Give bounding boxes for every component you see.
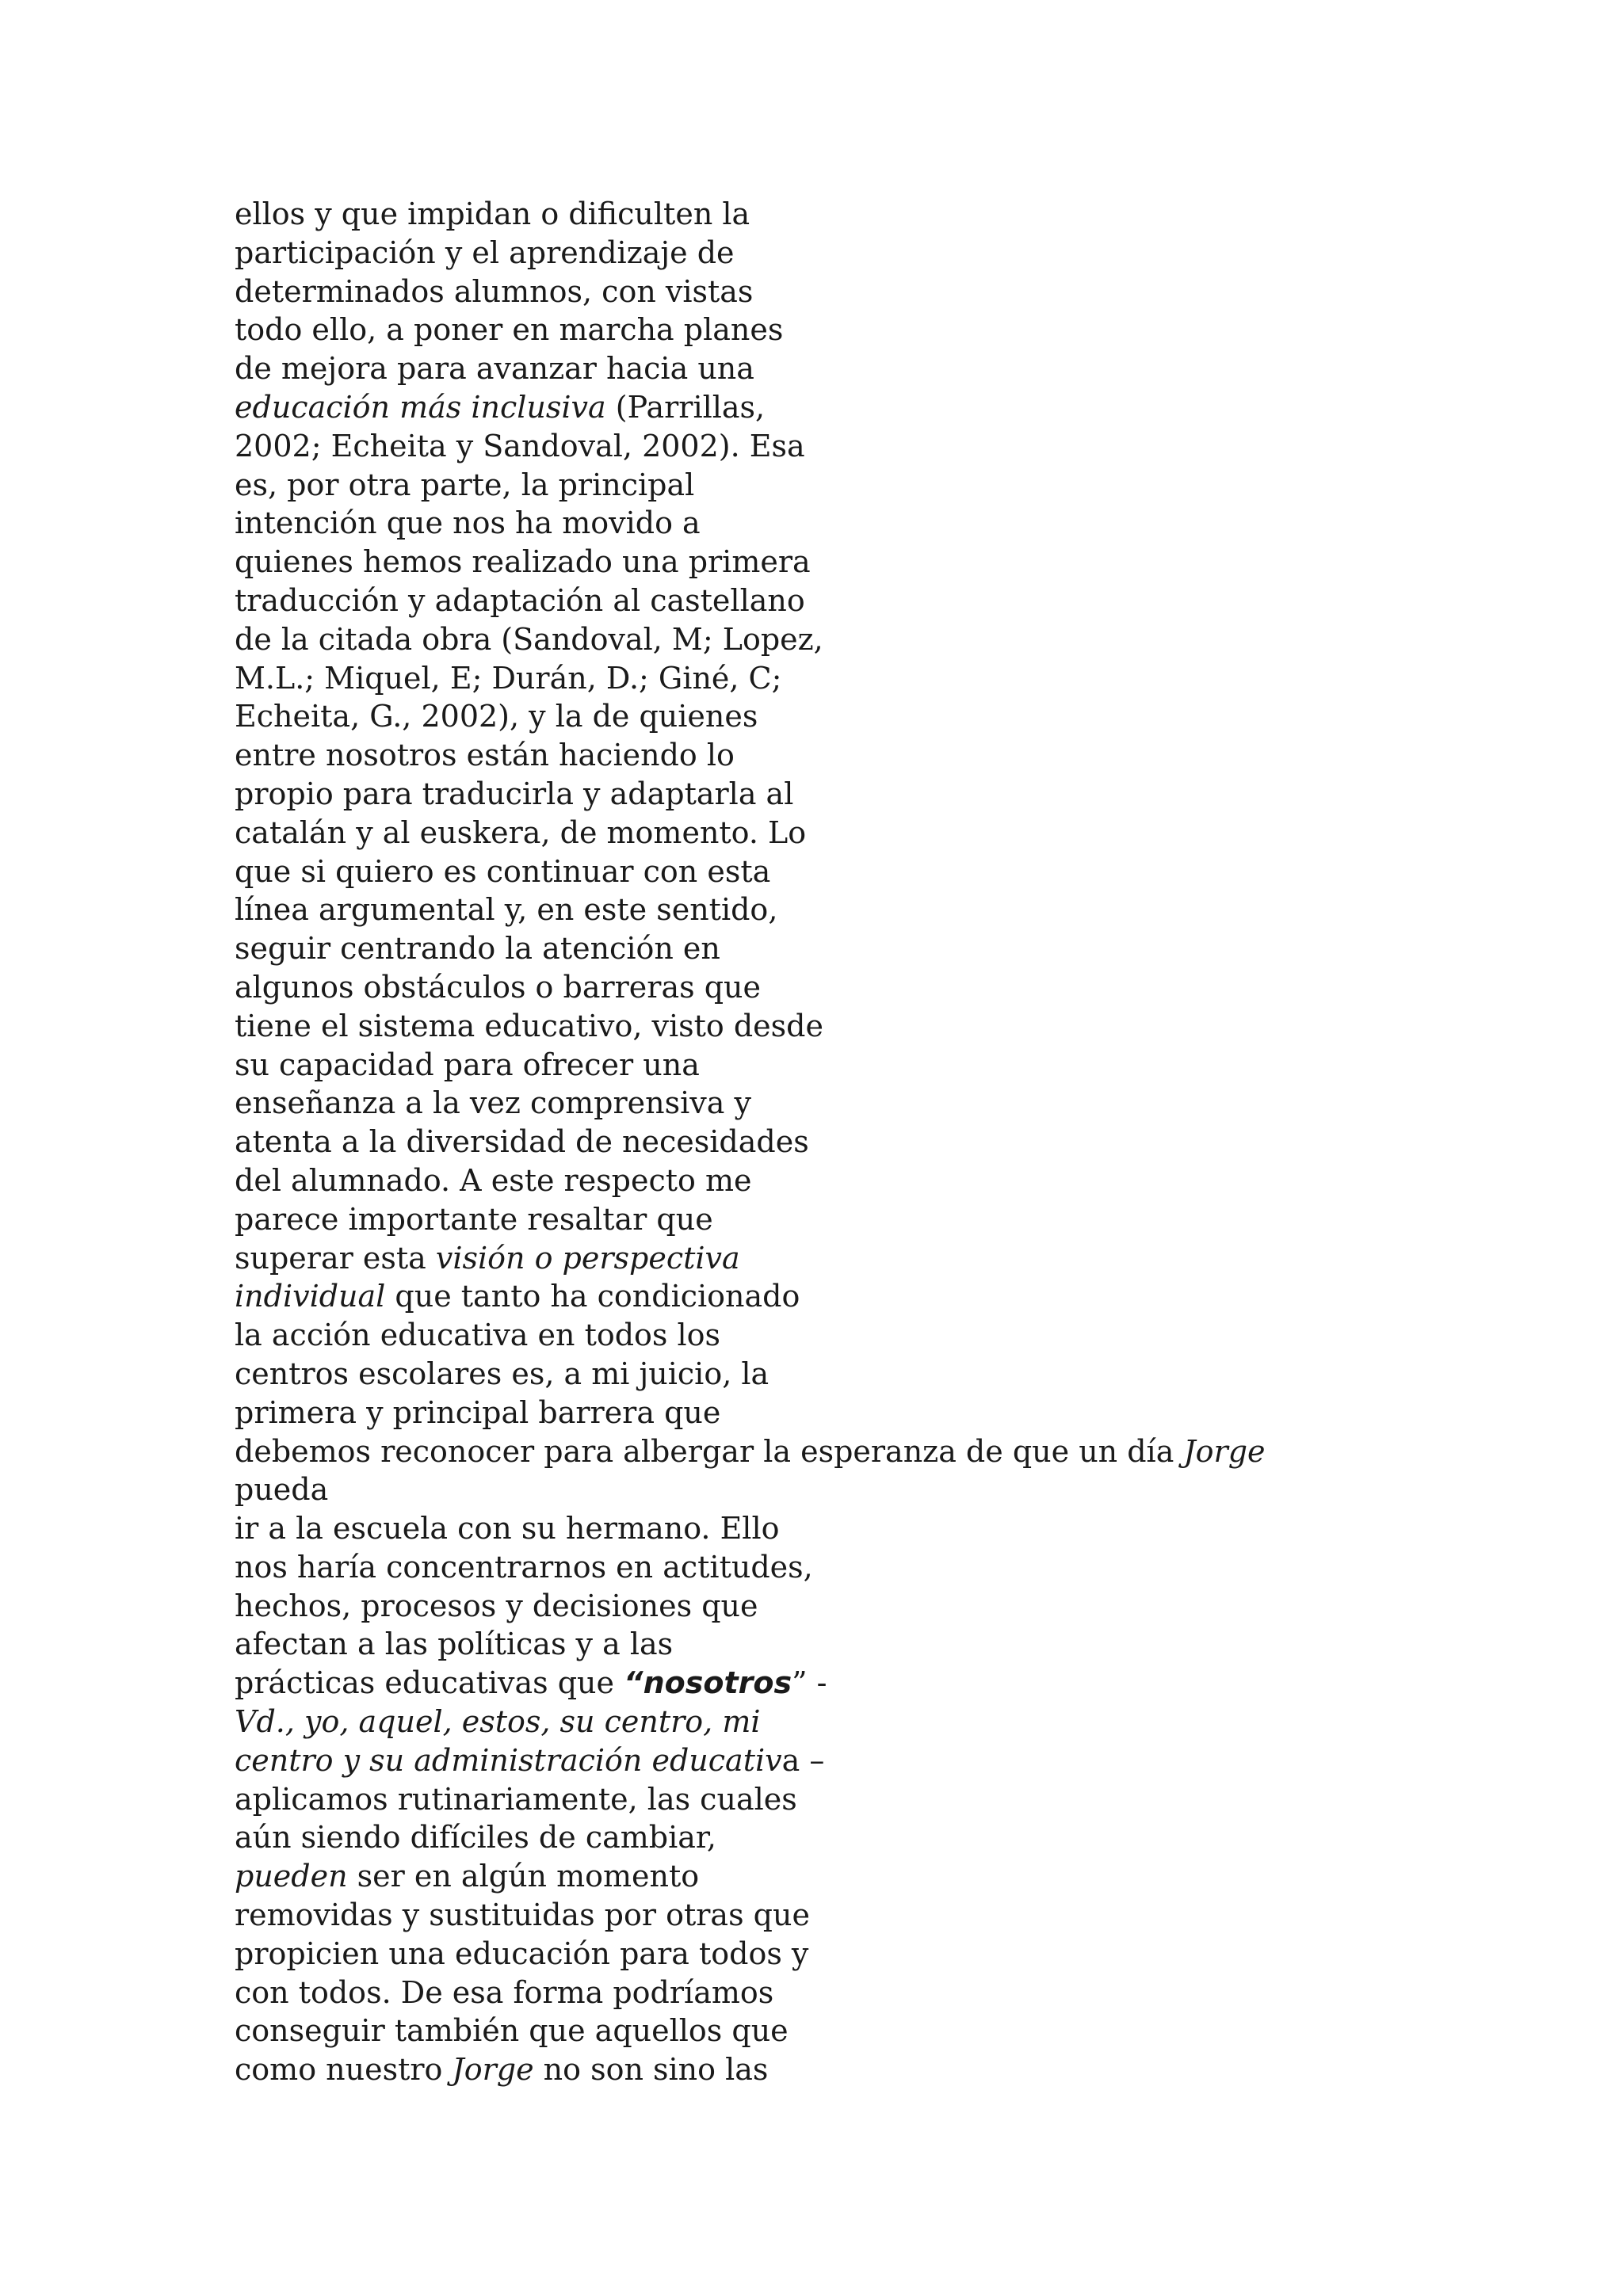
text-run: que si quiero es continuar con esta: [235, 853, 771, 889]
text-run: aplicamos rutinariamente, las cuales: [235, 1781, 797, 1817]
text-run: quienes hemos realizado una primera: [235, 544, 811, 580]
text-line: [235, 968, 1376, 1007]
text-line: [235, 582, 1376, 620]
text-line: [235, 929, 1376, 968]
text-line: [235, 427, 1376, 466]
text-line: [235, 195, 1376, 234]
text-line: [235, 620, 1376, 659]
text-line: [235, 1432, 1376, 1471]
text-run: todo ello, a poner en marcha planes: [235, 312, 784, 348]
text-line: [235, 1625, 1376, 1664]
body-text: [235, 195, 1376, 2089]
text-line: [235, 273, 1376, 311]
text-line: [235, 775, 1376, 814]
text-line: [235, 234, 1376, 273]
text-line: [235, 1664, 1376, 1703]
text-run: nos haría concentrarnos en actitudes,: [235, 1549, 813, 1585]
text-run: primera y principal barrera que: [235, 1394, 721, 1430]
text-line: [235, 1509, 1376, 1548]
text-line: [235, 1857, 1376, 1896]
text-line: [235, 466, 1376, 505]
text-run: tiene el sistema educativo, visto desde: [235, 1008, 823, 1043]
text-run: no son sino las: [533, 2052, 769, 2088]
text-run: propio para traducirla y adaptarla al: [235, 776, 794, 811]
text-line: [235, 1935, 1376, 1974]
text-run: algunos obstáculos o barreras que: [235, 969, 761, 1005]
text-line: [235, 543, 1376, 582]
text-run: la acción educativa en todos los: [235, 1318, 721, 1353]
text-line: [235, 1084, 1376, 1123]
text-line: [235, 2012, 1376, 2050]
text-run: afectan a las políticas y a las: [235, 1627, 674, 1662]
text-run: parece importante resaltar que: [235, 1201, 713, 1237]
text-run: (Parrillas,: [605, 389, 766, 425]
text-run: entre nosotros están haciendo lo: [235, 738, 735, 773]
text-line: [235, 1355, 1376, 1394]
text-line: [235, 504, 1376, 543]
text-run: 2002; Echeita y Sandoval, 2002). Esa: [235, 428, 805, 463]
text-run: que tanto ha condicionado: [385, 1279, 800, 1314]
text-run: línea argumental y, en este sentido,: [235, 892, 778, 928]
text-run: atenta a la diversidad de necesidades: [235, 1124, 809, 1160]
text-run: prácticas educativas que: [235, 1665, 624, 1701]
italic-text: individual: [235, 1279, 386, 1314]
text-run: con todos. De esa forma podríamos: [235, 1974, 774, 2010]
text-run: es, por otra parte, la principal: [235, 467, 695, 502]
text-run: intención que nos ha movido a: [235, 505, 701, 541]
text-line: [235, 1818, 1376, 1857]
text-line: [235, 891, 1376, 929]
text-line: [235, 349, 1376, 388]
text-line: [235, 1741, 1376, 1780]
text-run: Echeita, G., 2002), y la de quienes: [235, 699, 758, 734]
italic-text: visión o perspectiva: [435, 1240, 740, 1276]
text-line: [235, 1587, 1376, 1626]
text-run: superar esta: [235, 1240, 436, 1276]
italic-text: Jorge: [1183, 1433, 1266, 1469]
text-line: [235, 1470, 1376, 1509]
text-line: [235, 1200, 1376, 1239]
text-line: [235, 1896, 1376, 1935]
text-line: [235, 697, 1376, 736]
text-run: como nuestro: [235, 2052, 453, 2088]
text-run: su capacidad para ofrecer una: [235, 1047, 700, 1082]
text-line: [235, 2050, 1376, 2089]
text-run: de la citada obra (Sandoval, M; Lopez,: [235, 621, 823, 657]
text-run: ” -: [792, 1665, 827, 1701]
text-run: a –: [781, 1742, 825, 1778]
text-run: centros escolares es, a mi juicio, la: [235, 1356, 769, 1391]
text-line: [235, 311, 1376, 349]
italic-text: centro y su administración educativ: [235, 1742, 782, 1778]
text-line: [235, 1123, 1376, 1161]
italic-text: pueden: [235, 1859, 348, 1894]
italic-text: Vd., yo, aquel, estos, su centro, mi: [235, 1704, 761, 1740]
text-line: [235, 1394, 1376, 1432]
text-line: [235, 814, 1376, 852]
text-line: [235, 1548, 1376, 1587]
text-run: catalán y al euskera, de momento. Lo: [235, 814, 807, 850]
text-run: removidas y sustituidas por otras que: [235, 1897, 810, 1933]
text-line: [235, 1974, 1376, 2012]
text-line: [235, 852, 1376, 891]
text-line: [235, 1277, 1376, 1316]
text-line: [235, 1703, 1376, 1741]
text-run: hechos, procesos y decisiones que: [235, 1588, 758, 1623]
text-run: seguir centrando la atención en: [235, 931, 720, 967]
text-run: participación y el aprendizaje de: [235, 235, 735, 270]
text-run: ellos y que impidan o dificulten la: [235, 196, 750, 231]
text-run: propicien una educación para todos y: [235, 1936, 809, 1971]
text-run: de mejora para avanzar hacia una: [235, 351, 754, 387]
text-run: M.L.; Miquel, E; Durán, D.; Giné, C;: [235, 660, 782, 696]
text-run: del alumnado. A este respecto me: [235, 1162, 752, 1198]
text-line: [235, 1316, 1376, 1355]
text-run: debemos reconocer para albergar la esperanza de que un día: [235, 1433, 1184, 1469]
bold-italic-text: “nosotros: [624, 1665, 792, 1701]
text-line: [235, 388, 1376, 427]
text-run: ser en algún momento: [347, 1859, 700, 1894]
text-line: [235, 1046, 1376, 1085]
text-run: ir a la escuela con su hermano. Ello: [235, 1511, 780, 1547]
italic-text: Jorge: [452, 2052, 534, 2088]
italic-text: educación más inclusiva: [235, 389, 606, 425]
text-line: [235, 659, 1376, 698]
text-run: aún siendo difíciles de cambiar,: [235, 1820, 716, 1855]
text-line: [235, 736, 1376, 775]
text-run: conseguir también que aquellos que: [235, 2013, 789, 2049]
text-line: [235, 1239, 1376, 1278]
text-line: [235, 1161, 1376, 1200]
text-line: [235, 1007, 1376, 1046]
text-line: [235, 1780, 1376, 1819]
text-run: enseñanza a la vez comprensiva y: [235, 1085, 751, 1121]
text-run: traducción y adaptación al castellano: [235, 582, 805, 618]
text-run: pueda: [235, 1472, 329, 1508]
text-run: determinados alumnos, con vistas: [235, 273, 754, 309]
